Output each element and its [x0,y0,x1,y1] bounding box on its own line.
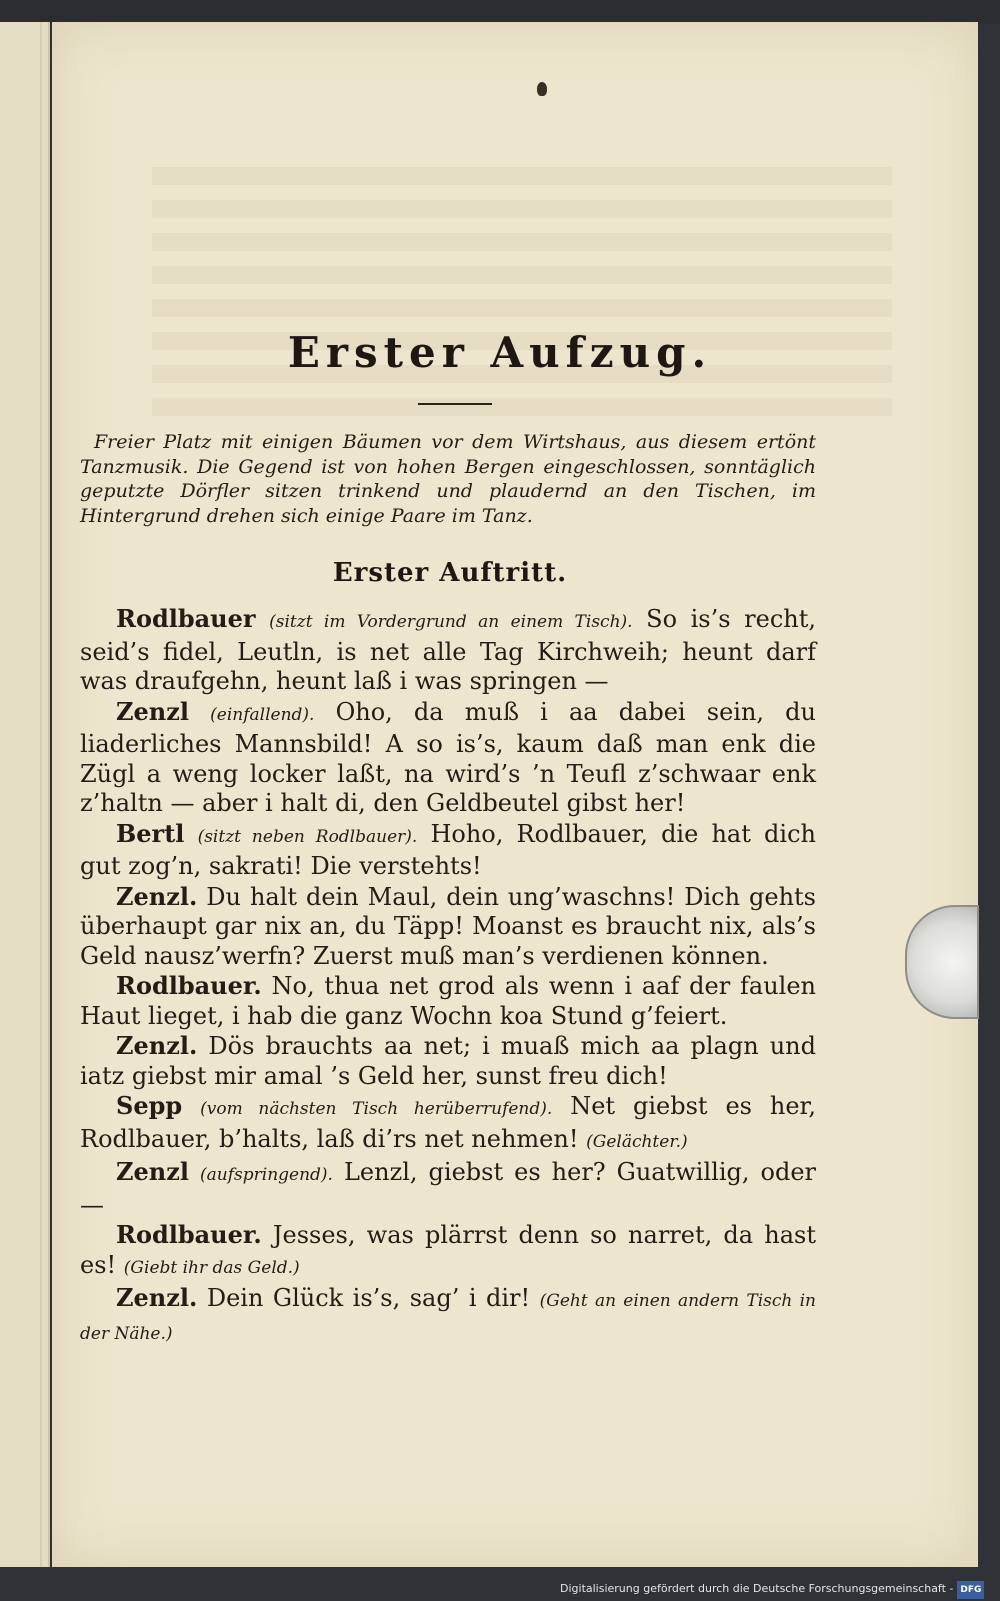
speaker-name: Zenzl [116,696,189,726]
dialogue-line [80,1283,816,1349]
speaker-name: Zenzl. [116,881,198,911]
speaker-name: Rodlbauer. [116,971,262,1000]
dfg-logo: DFG [957,1581,984,1599]
dialogue-line [80,882,816,972]
scanner-background [0,0,1000,24]
speaker-name: Bertl [116,818,185,848]
title-rule [418,403,492,405]
speaker-name: Zenzl. [116,1031,198,1060]
spoken-text: Lenzl, giebst es her? Guatwillig, oder — [80,1158,816,1219]
funding-footer [560,1580,984,1598]
dialogue-line [80,971,816,1031]
page-fold [40,22,42,1567]
spoken-text: Oho, da muß i aa dabei sein, du liaderliches Mannsbild! A so is’s, kaum daß man enk die Zügl a weng locker laßt, na wird’s ’n Teufl z’schwaar enk z’haltn — aber i halt di, den Geldbeutel gibst her! [80,697,816,817]
spoken-text: Jesses, was plärrst denn so narret, da hast es! [80,1221,816,1279]
stage-cue: (Giebt ihr das Geld.) [123,1257,300,1278]
previous-page-edge [0,22,50,1567]
stage-cue: (aufspringend). [200,1165,333,1185]
footer-text: Digitalisierung gefördert durch die Deutsche Forschungsgemeinschaft - [560,1582,954,1595]
ink-blot [537,82,547,96]
dialogue-line [80,1157,816,1220]
act-title: Erster Aufzug. [287,328,713,377]
stage-cue: (sitzt neben Rodlbauer). [197,826,418,847]
stage-cue: (sitzt im Vordergrund an einem Tisch). [269,612,633,632]
speaker-name: Rodlbauer [116,604,256,633]
speaker-name: Sepp [116,1091,183,1120]
speaker-name: Zenzl [116,1157,189,1186]
dialogue-line [80,1220,816,1283]
dialogue [80,604,816,1349]
speaker-name: Zenzl. [116,1283,198,1312]
dialogue-line [80,819,816,882]
stage-direction: Freier Platz mit einigen Bäumen vor dem Wirtshaus, aus diesem ertönt Tanzmusik. Die Gegend ist von hohen Bergen eingeschlossen, sonntäglich geputzte Dörfler sitzen trinkend und plaudernd an den Tischen, im Hintergrund drehen sich einige Paare im Tanz. [80,431,816,527]
scene-title: Erster Auftritt. [332,558,568,588]
dialogue-line [80,604,816,697]
spoken-text: Dös brauchts aa net; i muaß mich aa plagn und iatz giebst mir amal ’s Geld her, sunst freu dich! [80,1032,816,1090]
dialogue-line [80,1091,816,1157]
stage-cue: (einfallend). [210,704,315,725]
stage-cue: (vom nächsten Tisch herüberrufend). [200,1099,553,1119]
spoken-text: No, thua net grod als wenn i aaf der faulen Haut lieget, i hab die ganz Wochn koa Stund g’feiert. [80,972,816,1030]
dialogue-line [80,697,816,819]
spoken-text: Dein Glück is’s, sag’ i dir! [197,1284,540,1312]
stage-cue: (Geht an einen andern Tisch in der Nähe.) [80,1291,816,1344]
dialogue-line [80,1031,816,1091]
spoken-text: Du halt dein Maul, dein ung’waschns! Dich gehts überhaupt gar nix an, du Täpp! Moanst es braucht nix, als’s Geld nausz’werfn? Zuerst muß man’s verdienen können. [80,882,816,970]
spoken-text: So is’s recht, seid’s fidel, Leutln, is net alle Tag Kirchweih; heunt darf was draufgehn, heunt laß i was springen — [80,605,816,695]
spoken-text: Hoho, Rodlbauer, die hat dich gut zog’n, sakrati! Die verstehts! [80,819,816,880]
speaker-name: Rodlbauer. [116,1220,262,1249]
stage-cue: (Gelächter.) [586,1131,688,1152]
spoken-text: Net giebst es her, Rodlbauer, b’halts, laß di’rs net nehmen! [80,1092,817,1153]
